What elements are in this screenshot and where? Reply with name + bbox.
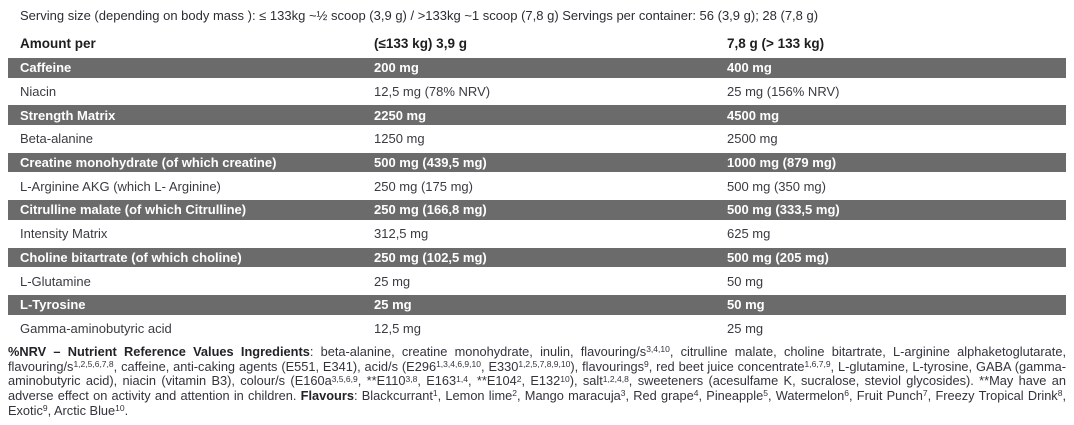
table-row (8, 317, 1066, 341)
amount-small-serving: 250 mg (175 mg) (374, 178, 473, 194)
ingredient-name: L-Glutamine (20, 273, 91, 289)
table-row (8, 269, 1066, 293)
amount-small-serving: 1250 mg (374, 131, 425, 147)
amount-small-serving: 250 mg (102,5 mg) (374, 249, 487, 265)
ingredient-name: Beta-alanine (20, 131, 93, 147)
table-header-row (8, 30, 1066, 56)
amount-large-serving: 4500 mg (727, 107, 780, 123)
amount-small-serving: 25 mg (374, 273, 411, 289)
ingredient-name: Strength Matrix (20, 107, 116, 123)
amount-large-serving: 25 mg (727, 320, 764, 336)
table-row (8, 222, 1066, 246)
ingredient-name: Niacin (20, 84, 57, 100)
amount-small-serving: 250 mg (166,8 mg) (374, 202, 487, 218)
amount-large-serving: 400 mg (727, 60, 772, 76)
table-row (8, 151, 1066, 175)
serving-size-line: Serving size (depending on body mass ): ≤ 133kg ~½ scoop (3,9 g) / >133kg ~1 scoop (7,8 g) Servings per container: 56 (3,9 g); 28 (7,8 g) (20, 8, 819, 23)
amount-large-serving: 1000 mg (879 mg) (727, 155, 837, 171)
amount-large-serving: 50 mg (727, 297, 765, 313)
table-row (8, 293, 1066, 317)
table-row (8, 174, 1066, 198)
table-body (8, 56, 1066, 340)
column-header-amount-per: Amount per (20, 35, 96, 51)
amount-small-serving: 25 mg (374, 297, 412, 313)
ingredient-name: L-Tyrosine (20, 297, 86, 313)
amount-small-serving: 200 mg (374, 60, 419, 76)
amount-large-serving: 25 mg (156% NRV) (727, 84, 840, 100)
ingredient-name: Choline bitartrate (of which choline) (20, 249, 242, 265)
ingredient-name: Citrulline malate (of which Citrulline) (20, 202, 247, 218)
ingredient-name: Intensity Matrix (20, 226, 108, 242)
ingredient-name: Creatine monohydrate (of which creatine) (20, 155, 277, 171)
amount-large-serving: 500 mg (205 mg) (727, 249, 829, 265)
amount-small-serving: 12,5 mg (374, 320, 421, 336)
amount-small-serving: 500 mg (439,5 mg) (374, 155, 487, 171)
amount-large-serving: 500 mg (350 mg) (727, 178, 826, 194)
table-row (8, 80, 1066, 104)
amount-large-serving: 50 mg (727, 273, 764, 289)
table-row (8, 246, 1066, 270)
table-row (8, 56, 1066, 80)
amount-small-serving: 2250 mg (374, 107, 427, 123)
ingredient-name: L-Arginine AKG (which L- Arginine) (20, 178, 221, 194)
column-header-large-serving: 7,8 g (> 133 kg) (727, 35, 825, 51)
amount-large-serving: 625 mg (727, 226, 771, 242)
table-row (8, 198, 1066, 222)
ingredient-name: Gamma-aminobutyric acid (20, 320, 172, 336)
amount-small-serving: 12,5 mg (78% NRV) (374, 84, 491, 100)
column-header-small-serving: (≤133 kg) 3,9 g (374, 35, 467, 51)
ingredients-paragraph: %NRV – Nutrient Reference Values Ingredients: beta-alanine, creatine monohydrate, inulin, flavouring/$s^{3,4,10}$, citrulline malate, choline bitartrate, L-arginine alphaketoglutarate, flavouring/$s^{1,2,5,6,7,8}$, caffeine, anti-caking agents (E551, E341), acid/s (E296$^{1,3,4,6,9,10}$, E330$^{1,2,5,7,8,9,10}$), flavourings$^9$, red beet juice concentrate$^{1,6,7,9}$, L-glutamine, L-tyrosine, GABA (gamma-aminobutyric acid), niacin (vitamin B3), colour/s ($E160a^{3,5,6,9}$, **E110$^{3,8}$, E163$^{1,4}$, $**E104^2$, $E132^{10}$), salt$^{1,2,4,8}$, sweeteners (acesulfame K, sucralose, steviol glycosides). **May have an adverse effect on activity and attention in children. Flavours: Blackcurrant$^1$, Lemon lime$^2$, Mango maracuja$^3$, Red grape$^4$, Pineapple$^5$, Watermelon$^6$, Fruit Punch$^7$, Freezy Tropical Drink$^8$, Exotic$^9$, Arctic Blue$^{10}$. (8, 344, 1067, 418)
table-row (8, 103, 1066, 127)
nutrition-table (8, 30, 1066, 340)
ingredient-name: Caffeine (20, 60, 72, 76)
amount-large-serving: 500 mg (333,5 mg) (727, 202, 840, 218)
amount-large-serving: 2500 mg (727, 131, 778, 147)
table-row (8, 127, 1066, 151)
amount-small-serving: 312,5 mg (374, 226, 429, 242)
